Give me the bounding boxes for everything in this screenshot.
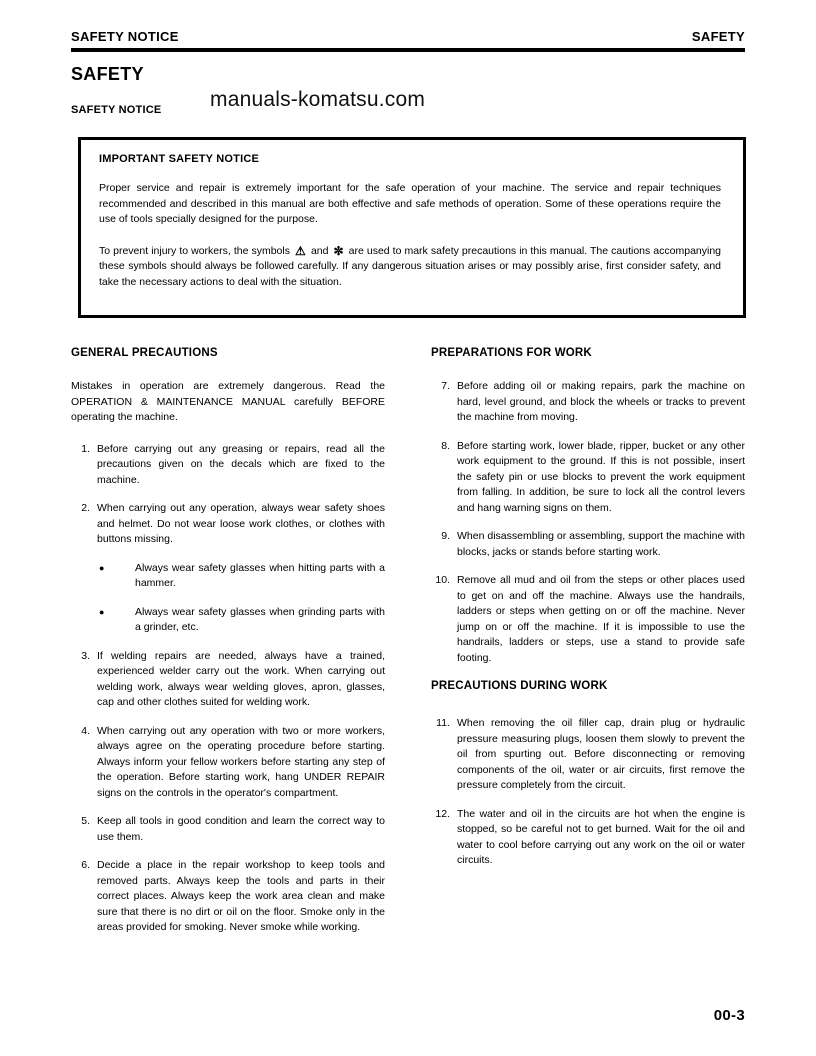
running-header-left: SAFETY NOTICE — [71, 29, 179, 44]
item-number: 11. — [436, 717, 450, 729]
bullet-icon: ● — [99, 606, 105, 617]
item-text: The water and oil in the circuits are hot when the engine is stopped, so be careful not to get burned. Wait for the oil and water to cool before carrying out any work on the oil or water circuits. — [457, 807, 745, 866]
item-text: Before starting work, lower blade, ripper, bucket or any other work equipment to the ground. If this is not possible, insert the safety pin or use blocks to prevent the work equipment from falling. In addition, be sure to lock all the control levers and hang warning signs on them. — [457, 439, 745, 514]
item-text: If welding repairs are needed, always have a trained, experienced welder carry out the work. When carrying out welding work, always wear welding gloves, apron, glasses, cap and other clothes suited for welding work. — [97, 649, 385, 708]
general-precautions-heading: GENERAL PRECAUTIONS — [71, 347, 218, 359]
watermark-text: manuals-komatsu.com — [210, 88, 426, 111]
general-precautions-intro: Mistakes in operation are extremely dangerous. Read the OPERATION & MAINTENANCE MANUAL carefully BEFORE operating the machine. — [71, 380, 385, 423]
item-text: When carrying out any operation with two or more workers, always agree on the operating procedure before starting. Always inform your fellow workers before starting any step of the operation. Before starting work, hang UNDER REPAIR signs on the controls in the operator's compartment. — [97, 724, 385, 799]
left-column — [71, 347, 385, 949]
item-text: When carrying out any operation, always wear safety shoes and helmet. Do not wear loose work clothes, or clothes with buttons missing. — [97, 502, 385, 545]
item-text: Decide a place in the repair workshop to keep tools and removed parts. Always keep the tools and parts in their correct places. Always keep the work area clean and make sure that there is no dirt or oil on the floor. Smoke only in the areas provided for smoking. Never smoke while working. — [97, 859, 385, 933]
item-number: 8. — [441, 439, 450, 452]
right-column — [431, 347, 745, 949]
item-number: 4. — [81, 724, 90, 737]
list-item — [431, 716, 745, 794]
notice-paragraph-2-after: are used to mark safety precautions in this manual. The cautions accompanying these symbols should always be followed carefully. If any dangerous situation arises or may possibly arise, first consider safety, and take the necessary actions to deal with the situation. — [99, 244, 722, 288]
list-item — [71, 858, 385, 936]
list-item — [431, 529, 745, 560]
running-header-right: SAFETY — [691, 29, 745, 44]
list-item — [431, 379, 745, 426]
item-number: 7. — [441, 380, 450, 392]
item-text: When disassembling or assembling, support the machine with blocks, jacks or stands before starting work. — [457, 530, 745, 558]
bullet-text: Always wear safety glasses when hitting parts with a hammer. — [135, 561, 385, 589]
item-text: Keep all tools in good condition and learn the correct way to use them. — [97, 815, 385, 843]
notice-paragraph-2-before: To prevent injury to workers, the symbols — [99, 244, 290, 257]
list-item — [431, 439, 745, 517]
caution-star-icon: ✼ — [333, 243, 344, 258]
bullet-item — [99, 561, 385, 592]
page-number: 00-3 — [713, 1007, 745, 1024]
bullet-text: Always wear safety glasses when grinding parts with a grinder, etc. — [135, 605, 385, 633]
two-column-body — [71, 347, 745, 949]
section-subtitle: SAFETY NOTICE — [71, 104, 162, 116]
list-item — [71, 442, 385, 489]
bullet-icon: ● — [99, 562, 105, 573]
list-item — [71, 501, 385, 548]
item-text: Remove all mud and oil from the steps or other places used to get on and off the machine. Always use the handrails, ladders or steps when getting on or off the machine. Never jump on or off the machine. If it is impossible to use the handrails, ladders or steps, use a stand to provide safe footing. — [457, 574, 745, 664]
page-title: SAFETY — [71, 64, 144, 84]
list-item — [71, 649, 385, 711]
list-item — [71, 814, 385, 845]
notice-paragraph-2 — [99, 244, 721, 291]
list-item — [71, 724, 385, 802]
list-item — [431, 807, 745, 869]
notice-paragraph-2-mid: and — [310, 244, 329, 257]
item-number: 3. — [81, 649, 90, 662]
notice-box-heading: IMPORTANT SAFETY NOTICE — [99, 153, 260, 165]
item-number: 1. — [81, 442, 90, 455]
notice-paragraph-1: Proper service and repair is extremely important for the safe operation of your machine. The service and repair techniques recommended and described in this manual are both effective and safe methods of operation. Some of these operations require the use of tools specially designed for the purpose. — [99, 182, 721, 225]
item-number: 5. — [81, 815, 90, 827]
running-header — [71, 29, 745, 52]
item-text: Before adding oil or making repairs, park the machine on hard, level ground, and block the wheels or tracks to prevent the machine from moving. — [457, 380, 745, 423]
warning-triangle-icon: ⚠ — [295, 243, 306, 258]
item-number: 12. — [435, 807, 450, 820]
item-number: 2. — [81, 502, 90, 514]
item-text: When removing the oil filler cap, drain plug or hydraulic pressure measuring plugs, loosen them slowly to prevent the oil from spurting out. Before disconnecting or removing components of the oil, water or air circuits, first remove the pressure completely from the circuit. — [457, 717, 745, 791]
item-number: 10. — [435, 574, 450, 586]
item-text: Before carrying out any greasing or repairs, read all the precautions given on the decals which are fixed to the machine. — [97, 442, 385, 486]
list-item — [431, 573, 745, 666]
important-safety-notice-box — [78, 137, 746, 318]
bullet-item — [99, 605, 385, 636]
preparations-for-work-heading: PREPARATIONS FOR WORK — [431, 347, 592, 359]
item-number: 6. — [81, 859, 90, 871]
precautions-during-work-heading: PRECAUTIONS DURING WORK — [431, 680, 608, 692]
item-number: 9. — [441, 530, 450, 542]
